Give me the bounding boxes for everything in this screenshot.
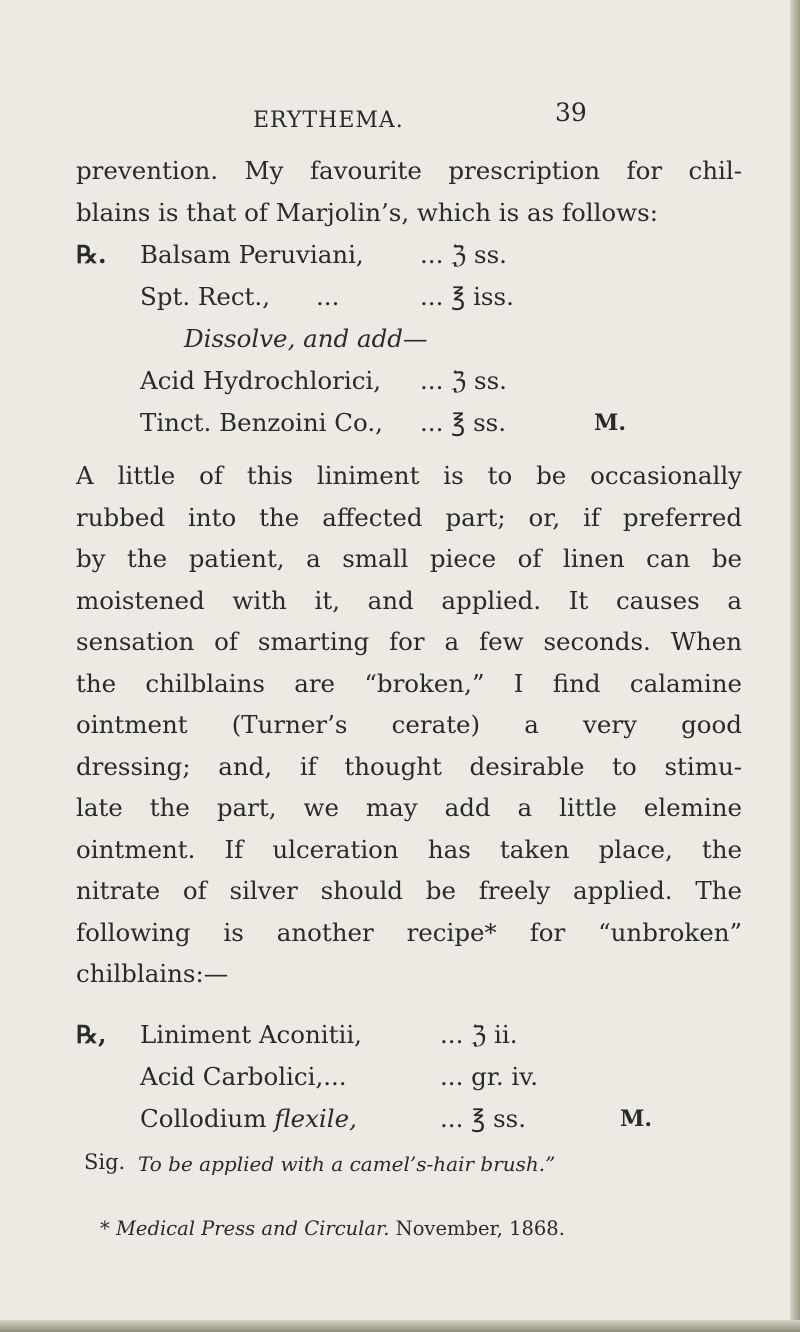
page-edge-bottom <box>0 1320 800 1332</box>
ingredient-quantity: ... ℨ ss. <box>420 366 507 395</box>
ingredient-name: Acid Carbolici,... <box>140 1062 347 1091</box>
text-line: moistened with it, and applied. It causes a <box>76 585 742 615</box>
ingredient-name: Balsam Peruviani, <box>140 240 364 269</box>
dots: ... <box>316 282 340 311</box>
text-line: the chilblains are “broken,” I find calamine <box>76 668 742 698</box>
text-line: nitrate of silver should be freely applied. The <box>76 876 742 905</box>
footnote-date: November, 1868. <box>395 1217 565 1240</box>
text-line: rubbed into the affected part; or, if preferred <box>76 502 742 532</box>
ingredient-name: Spt. Rect., <box>140 282 270 311</box>
text-line: dressing; and, if thought desirable to stimu- <box>76 751 742 781</box>
sig-label: Sig. <box>84 1150 126 1174</box>
mix-symbol: M. <box>620 1106 653 1132</box>
footnote <box>100 1217 565 1240</box>
ingredient-quantity: ... ℥ ss. <box>440 1104 527 1133</box>
page-edge-right <box>790 0 800 1332</box>
text-line: prevention. My favourite prescription for chil- <box>76 156 742 185</box>
sig-instruction: To be applied with a camel’s-hair brush.” <box>138 1152 556 1176</box>
body-paragraph <box>76 455 742 995</box>
text-line: by the patient, a small piece of linen can be <box>76 544 742 573</box>
text-line: blains is that of Marjolin’s, which is as follows: <box>76 197 658 227</box>
ingredient-name: Collodium flexile, <box>140 1104 357 1133</box>
text-line: chilblains:— <box>76 959 229 988</box>
text-line: following is another recipe* for “unbroken” <box>76 917 742 947</box>
text-line: ointment. If ulceration has taken place, the <box>76 834 742 864</box>
footnote-source: Medical Press and Circular. <box>115 1217 390 1240</box>
running-head: ERYTHEMA. <box>253 108 404 133</box>
text-line: ointment (Turner’s cerate) a very good <box>76 710 742 739</box>
rx-symbol: ℞, <box>76 1020 107 1049</box>
ingredient-quantity: ... gr. iv. <box>440 1062 538 1091</box>
ingredient-quantity: ... ℨ ii. <box>440 1020 518 1049</box>
rx-symbol: ℞. <box>76 240 107 269</box>
text-line: A little of this liniment is to be occasionally <box>76 461 742 490</box>
text-line: late the part, we may add a little elemine <box>76 793 742 822</box>
instruction-italic: Dissolve, and add— <box>184 324 428 353</box>
footnote-marker: * <box>100 1217 110 1240</box>
mix-symbol: M. <box>594 410 627 436</box>
text-line: sensation of smarting for a few seconds. When <box>76 627 742 656</box>
intro-paragraph <box>76 150 742 233</box>
ingredient-quantity: ... ℥ ss. <box>420 408 507 437</box>
ingredient-name: Liniment Aconitii, <box>140 1020 362 1049</box>
ingredient-name: Tinct. Benzoini Co., <box>140 408 383 437</box>
ingredient-quantity: ... ℥ iss. <box>420 282 514 311</box>
ingredient-name: Acid Hydrochlorici, <box>140 366 382 395</box>
ingredient-quantity: ... ℨ ss. <box>420 240 507 269</box>
page-number: 39 <box>555 98 587 127</box>
